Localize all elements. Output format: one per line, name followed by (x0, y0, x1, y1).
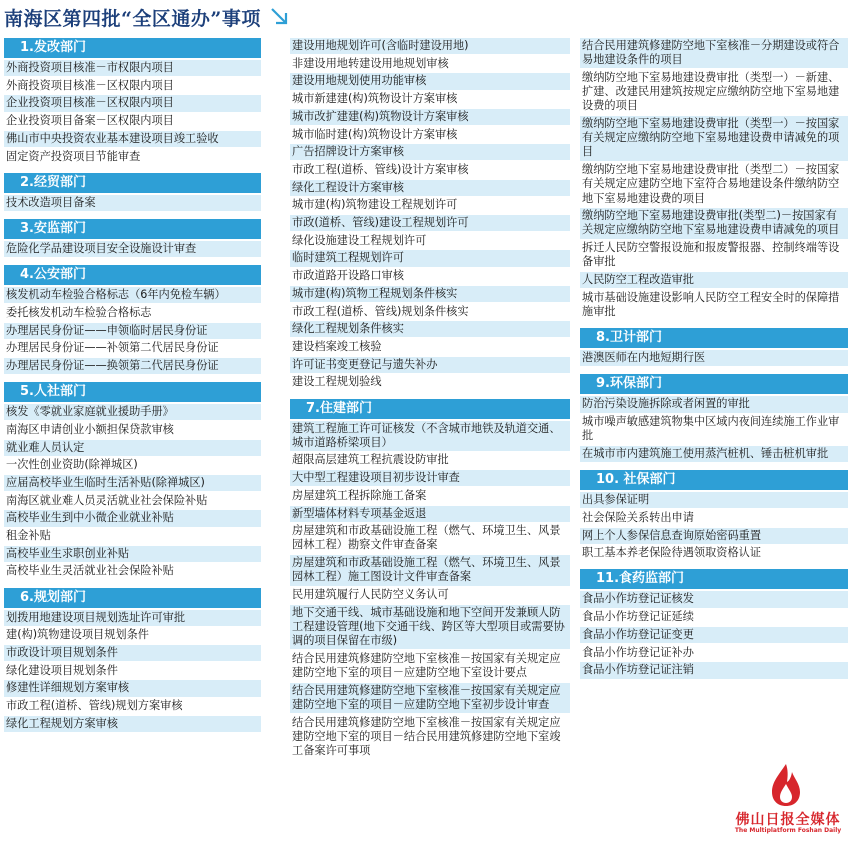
list-item: 食品小作坊登记证延续 (582, 610, 694, 624)
section (4, 173, 261, 211)
list-item: 建设用地规划许可(含临时建设用地) (290, 38, 570, 54)
section (4, 588, 261, 732)
column-1 (4, 38, 261, 740)
list-item: 一次性创业资助(除禅城区) (6, 458, 138, 472)
list-item: 房屋建筑和市政基础设施工程（燃气、环境卫生、风景园林工程）施工图设计文件审查备案 (290, 555, 570, 585)
section (580, 470, 848, 561)
list-item: 城市建(构)筑物工程规划条件核实 (290, 286, 570, 302)
list-item: 缴纳防空地下室易地建设费审批（类型一）－按国家有关规定应缴纳防空地下室易地建设费申请减免的项目 (580, 116, 848, 161)
list-item: 佛山市中央投资农业基本建设项目竣工验收 (4, 131, 261, 147)
section-heading: 11.食药监部门 (580, 569, 848, 589)
list-item: 临时建筑工程规划许可 (290, 250, 570, 266)
list-item: 在城市市内建筑施工使用蒸汽桩机、锤击桩机审批 (580, 446, 848, 462)
list-item: 南海区申请创业小额担保贷款审核 (6, 422, 174, 436)
column-3 (580, 38, 848, 687)
list-item: 民用建筑履行人民防空义务认可 (292, 588, 449, 602)
list-item: 绿化建设项目规划条件 (6, 663, 118, 677)
list-item: 危险化学品建设项目安全设施设计审查 (4, 241, 261, 257)
list-item: 建筑工程施工许可证核发（不含城市地铁及轨道交通、城市道路桥梁项目） (290, 421, 570, 451)
list-item: 缴纳防空地下室易地建设费审批(类型二)－按国家有关规定应缴纳防空地下室易地建设费申请减免的项目 (580, 208, 848, 238)
list-item: 高校毕业生灵活就业社会保险补贴 (6, 564, 174, 578)
section-heading: 3.安监部门 (4, 219, 261, 239)
list-item: 办理居民身份证——申领临时居民身份证 (4, 323, 261, 339)
list-item: 房屋建筑和市政基础设施工程（燃气、环境卫生、风景园林工程）勘察文件审查备案 (292, 524, 561, 552)
list-item: 办理居民身份证——换领第二代居民身份证 (4, 358, 261, 374)
section-heading: 2.经贸部门 (4, 173, 261, 193)
section-heading: 6.规划部门 (4, 588, 261, 608)
list-item: 绿化工程规划条件核实 (290, 321, 570, 337)
list-item: 地下交通干线、城市基础设施和地下空间开发兼顾人防工程建设管理(地下交通干线、跨区等大型项目或需要协调的项目保留在市级) (290, 605, 570, 650)
list-item: 建设工程规划验线 (292, 375, 382, 389)
list-item: 高校毕业生求职创业补贴 (4, 546, 261, 562)
list-item: 外商投资项目核准－区权限内项目 (6, 78, 174, 92)
logo-name: 佛山日报全媒体 (735, 812, 841, 828)
logo-subtitle: The Multiplatform Foshan Daily (734, 827, 842, 834)
page-title: 南海区第四批“全区通办”事项 (4, 7, 261, 30)
list-item: 食品小作坊登记证注销 (580, 662, 848, 678)
list-item: 固定资产投资项目节能审查 (6, 149, 141, 163)
list-item: 划拨用地建设项目规划选址许可审批 (4, 610, 261, 626)
list-item: 食品小作坊登记证变更 (580, 627, 848, 643)
list-item: 绿化工程设计方案审核 (290, 180, 570, 196)
list-item: 市政工程(道桥、管线)设计方案审核 (292, 162, 469, 176)
list-item: 市政道路开设路口审核 (292, 269, 404, 283)
list-item: 房屋建筑工程拆除施工备案 (292, 488, 427, 502)
list-item: 建(构)筑物建设项目规划条件 (6, 628, 149, 642)
list-item: 绿化设施建设工程规划许可 (292, 233, 427, 247)
list-item: 技术改造项目备案 (4, 195, 261, 211)
page-title-bar (4, 2, 291, 32)
list-item: 食品小作坊登记证补办 (582, 645, 694, 659)
item-list (290, 38, 570, 391)
list-item: 许可证书变更登记与遗失补办 (290, 357, 570, 373)
list-item: 网上个人参保信息查询原始密码重置 (580, 528, 848, 544)
list-item: 委托核发机动车检验合格标志 (6, 305, 152, 319)
section (290, 399, 570, 760)
list-item: 人民防空工程改造审批 (580, 272, 848, 288)
list-item: 建设档案竣工核验 (292, 339, 382, 353)
foshan-daily-logo (724, 760, 848, 842)
section (4, 219, 261, 257)
list-item: 港澳医师在内地短期行医 (580, 350, 848, 366)
list-item: 市政(道桥、管线)建设工程规划许可 (290, 215, 570, 231)
section (4, 265, 261, 374)
section (290, 38, 570, 391)
item-list (580, 38, 848, 320)
list-item: 城市建(构)筑物建设工程规划许可 (292, 198, 458, 212)
list-item: 绿化工程规划方案审核 (4, 716, 261, 732)
list-item: 南海区就业难人员灵活就业社会保险补贴 (6, 493, 208, 507)
section (4, 382, 261, 580)
list-item: 企业投资项目核准－区权限内项目 (4, 95, 261, 111)
list-item: 缴纳防空地下室易地建设费审批（类型二）－按国家有关规定应建防空地下室符合易地建设条件缴纳防空地下室易地建设费的项目 (582, 163, 840, 205)
arrow-down-right-icon (269, 6, 291, 28)
item-list (4, 610, 261, 732)
section-heading: 5.人社部门 (4, 382, 261, 402)
list-item: 外商投资项目核准－市权限内项目 (4, 60, 261, 76)
item-list (290, 421, 570, 760)
section-heading: 1.发改部门 (4, 38, 261, 58)
list-item: 拆迁人民防空警报设施和报废警报器、控制终端等设备审批 (582, 241, 840, 269)
section-heading: 10. 社保部门 (580, 470, 848, 490)
list-item: 社会保险关系转出申请 (582, 510, 694, 524)
item-list (4, 195, 261, 211)
list-item: 修建性详细规划方案审核 (4, 680, 261, 696)
flame-logo-icon (764, 762, 808, 808)
section-heading: 9.环保部门 (580, 374, 848, 394)
list-item: 城市新建建(构)筑物设计方案审核 (292, 92, 458, 106)
list-item: 结合民用建筑修建防空地下室核准－按国家有关规定应建防空地下室的项目－应建防空地下室初步设计审查 (290, 683, 570, 713)
list-item: 核发《零就业家庭就业援助手册》 (4, 404, 261, 420)
list-item: 就业难人员认定 (4, 440, 261, 456)
list-item: 高校毕业生到中小微企业就业补贴 (4, 510, 261, 526)
list-item: 职工基本养老保险待遇领取资格认证 (582, 546, 762, 560)
item-list (4, 287, 261, 374)
list-item: 非建设用地转建设用地规划审核 (292, 56, 449, 70)
list-item: 办理居民身份证——补领第二代居民身份证 (6, 341, 219, 355)
list-item: 防治污染设施拆除或者闲置的审批 (580, 396, 848, 412)
list-item: 出具参保证明 (580, 492, 848, 508)
list-item: 城市噪声敏感建筑物集中区域内夜间连续施工作业审批 (582, 415, 840, 443)
section-heading: 4.公安部门 (4, 265, 261, 285)
item-list (580, 591, 848, 678)
list-item: 食品小作坊登记证核发 (580, 591, 848, 607)
list-item: 城市改扩建建(构)筑物设计方案审核 (290, 109, 570, 125)
section (580, 569, 848, 678)
list-item: 市政工程(道桥、管线)规划方案审核 (6, 699, 183, 713)
item-list (580, 350, 848, 366)
section (4, 38, 261, 165)
list-item: 租金补贴 (6, 529, 51, 543)
section-heading: 8.卫计部门 (580, 328, 848, 348)
section (580, 374, 848, 462)
item-list (4, 60, 261, 165)
section (580, 38, 848, 320)
list-item: 新型墙体材料专项基金返退 (290, 506, 570, 522)
item-list (4, 241, 261, 257)
section-heading: 7.住建部门 (290, 399, 570, 419)
item-list (580, 396, 848, 462)
list-item: 结合民用建筑修建防空地下室核准－按国家有关规定应建防空地下室的项目－应建防空地下室设计要点 (292, 651, 561, 680)
list-item: 核发机动车检验合格标志（6年内免检车辆） (4, 287, 261, 303)
list-item: 市政工程(道桥、管线)规划条件核实 (292, 304, 469, 318)
item-list (4, 404, 261, 580)
section (580, 328, 848, 366)
list-item: 广告招牌设计方案审核 (290, 144, 570, 160)
list-item: 超限高层建筑工程抗震设防审批 (292, 453, 449, 467)
list-item: 应届高校毕业生临时生活补贴(除禅城区) (4, 475, 261, 491)
list-item: 市政设计项目规划条件 (4, 645, 261, 661)
list-item: 城市基础设施建设影响人民防空工程安全时的保障措施审批 (582, 290, 840, 318)
list-item: 结合民用建筑修建防空地下室核准－按国家有关规定应建防空地下室的项目－结合民用建筑修建防空地下室竣工备案许可事项 (292, 715, 561, 758)
list-item: 企业投资项目备案－区权限内项目 (6, 114, 174, 128)
list-item: 结合民用建筑修建防空地下室核准－分期建设或符合易地建设条件的项目 (580, 38, 848, 68)
list-item: 大中型工程建设项目初步设计审查 (290, 470, 570, 486)
list-item: 缴纳防空地下室易地建设费审批（类型一）－新建、扩建、改建民用建筑按规定应缴纳防空地下室易地建设费的项目 (582, 70, 840, 113)
item-list (580, 492, 848, 561)
list-item: 建设用地规划使用功能审核 (290, 73, 570, 89)
list-item: 城市临时建(构)筑物设计方案审核 (292, 127, 458, 141)
column-2 (290, 38, 570, 767)
